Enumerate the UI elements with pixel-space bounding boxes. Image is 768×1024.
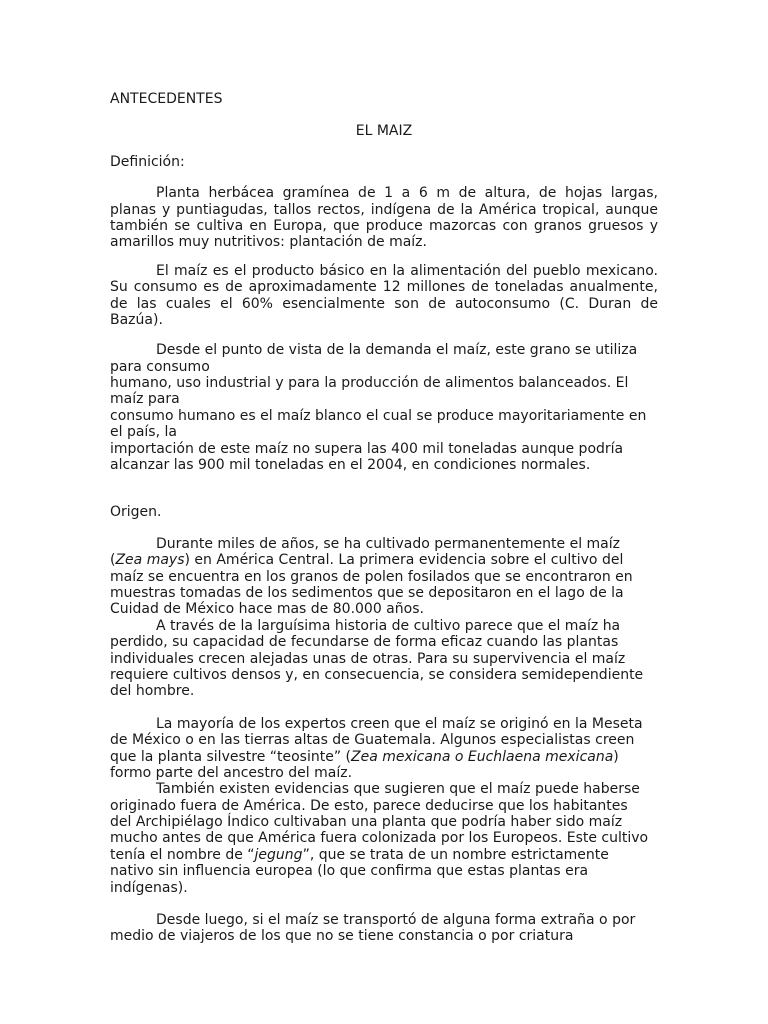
- text-line: El maíz es el producto básico en la alimentación del pueblo mexicano.: [156, 262, 658, 279]
- paragraph-origen-3: [110, 716, 658, 782]
- text-line: nativo sin influencia europea (lo que confirma que estas plantas era: [110, 863, 589, 880]
- text-line: alcanzar las 900 mil toneladas en el 2004, en condiciones normales.: [110, 457, 591, 474]
- text-line: que la planta silvestre “teosinte” (Zea mexicana o Euchlaena mexicana): [110, 748, 619, 765]
- text-line: La mayoría de los expertos creen que el maíz se originó en la Meseta: [156, 715, 643, 732]
- text-line: también se cultiva en Europa, que produce mazorcas con granos gruesos y: [110, 217, 658, 234]
- text-line: Desde luego, si el maíz se transportó de alguna forma extraña o por: [156, 912, 636, 929]
- definicion-label: Definición:: [110, 153, 185, 170]
- text-line: originado fuera de América. De esto, parece deducirse que los habitantes: [110, 797, 628, 814]
- document-title: EL MAIZ: [355, 123, 413, 140]
- paragraph-origen-2: [110, 618, 658, 700]
- text-line: individuales crecen alejadas unas de otras. Para su supervivencia el maíz: [110, 650, 626, 667]
- text-line: maíz para: [110, 391, 180, 408]
- text-line: Desde el punto de vista de la demanda el maíz, este grano se utiliza: [156, 342, 638, 359]
- scientific-name: Zea mays: [115, 552, 185, 569]
- text-line: amarillos muy nutritivos: plantación de maíz.: [110, 234, 427, 251]
- text-line: También existen evidencias que sugieren que el maíz puede haberse: [156, 781, 640, 798]
- text-line: Durante miles de años, se ha cultivado permanentemente el maíz: [156, 535, 620, 552]
- text-line: Cuidad de México hace mas de 80.000 años.: [110, 601, 424, 618]
- text-line: medio de viajeros de los que no se tiene constancia o por criatura: [110, 928, 574, 945]
- text-line: muestras tomadas de los sedimentos que se depositaron en el lago de la: [110, 584, 624, 601]
- text-line: formo parte del ancestro del maíz.: [110, 764, 353, 781]
- text-line: indígenas).: [110, 879, 188, 896]
- text-line: para consumo: [110, 358, 210, 375]
- text-line: consumo humano es el maíz blanco el cual se produce mayoritariamente en: [110, 407, 647, 424]
- text-line: del hombre.: [110, 683, 195, 700]
- text-line: de México o en las tierras altas de Guatemala. Algunos especialistas creen: [110, 732, 635, 749]
- text-line: importación de este maíz no supera las 400 mil toneladas aunque podría: [110, 440, 624, 457]
- text-line: maíz se encuentra en los granos de polen fosilados que se encontraron en: [110, 568, 633, 585]
- text-line: (Zea mays) en América Central. La primera evidencia sobre el cultivo del: [110, 552, 624, 569]
- origen-label: Origen.: [110, 504, 162, 521]
- text-line: mucho antes de que América fuera colonizada por los Europeos. Este cultivo: [110, 830, 649, 847]
- paragraph-origen-1: [110, 536, 658, 618]
- scientific-name: Zea mexicana o Euchlaena mexicana: [351, 748, 614, 765]
- text-line: humano, uso industrial y para la producción de alimentos balanceados. El: [110, 375, 629, 392]
- paragraph-demanda: [110, 342, 658, 473]
- text-line: el país, la: [110, 424, 177, 441]
- text-line: del Archipiélago Índico cultivaban una planta que podría haber sido maíz: [110, 814, 623, 831]
- section-heading: ANTECEDENTES: [110, 91, 223, 107]
- paragraph-origen-5: [110, 912, 658, 945]
- text-line: planas y puntiagudas, tallos rectos, indígena de la América tropical, aunque: [110, 201, 658, 218]
- document-page: [110, 91, 658, 945]
- text-line: tenía el nombre de “jegung”, que se trata de un nombre estrictamente: [110, 846, 609, 863]
- text-line: Planta herbácea gramínea de 1 a 6 m de altura, de hojas largas,: [156, 185, 658, 202]
- native-name: jegung: [254, 846, 303, 863]
- text-line: requiere cultivos densos y, en consecuencia, se considera semidependiente: [110, 666, 644, 683]
- text-line: perdido, su capacidad de fecundarse de forma eficaz cuando las plantas: [110, 634, 619, 651]
- text-line: Bazúa).: [110, 311, 163, 328]
- paragraph-consumo: [110, 263, 658, 329]
- text-line: A través de la larguísima historia de cultivo parece que el maíz ha: [156, 617, 621, 634]
- paragraph-origen-4: [110, 781, 658, 896]
- paragraph-definition: [110, 185, 658, 251]
- text-line: de las cuales el 60% esencialmente son de autoconsumo (C. Duran de: [110, 295, 658, 312]
- text-line: Su consumo es de aproximadamente 12 millones de toneladas anualmente,: [110, 279, 658, 296]
